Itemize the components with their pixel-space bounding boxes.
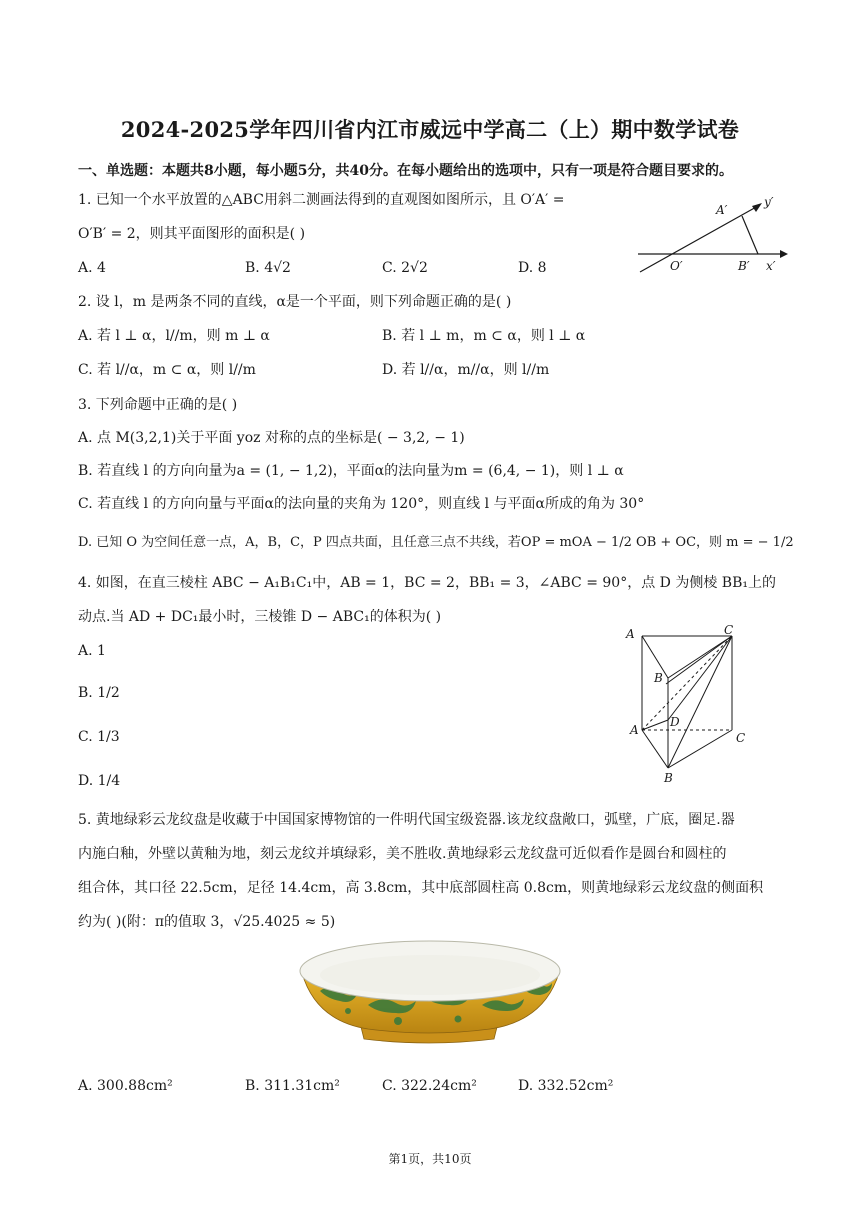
q2-option-a: A. 若 l ⊥ α，l//m，则 m ⊥ α bbox=[78, 328, 270, 344]
label-d: D bbox=[670, 715, 680, 729]
label-o-prime: O′ bbox=[670, 259, 683, 273]
q4-option-a: A. 1 bbox=[78, 643, 106, 659]
label-b1: B bbox=[654, 671, 663, 685]
label-b: B bbox=[664, 771, 673, 785]
q3-stem: 3. 下列命题中正确的是( ) bbox=[78, 397, 238, 413]
q5-option-c: C. 322.24cm² bbox=[382, 1078, 477, 1094]
label-a-prime: A′ bbox=[716, 203, 728, 217]
q4-option-b: B. 1/2 bbox=[78, 685, 120, 701]
label-c1: C bbox=[724, 623, 734, 637]
q2-stem: 2. 设 l，m 是两条不同的直线，α是一个平面，则下列命题正确的是( ) bbox=[78, 294, 512, 310]
dragon-bowl-image bbox=[298, 935, 563, 1050]
bowl-inner-well bbox=[320, 955, 540, 995]
q5-line1: 5. 黄地绿彩云龙纹盘是收藏于中国国家博物馆的一件明代国宝级瓷器.该龙纹盘敞口，弧壁，广底，圈足.器 bbox=[78, 812, 735, 828]
q1-option-d: D. 8 bbox=[518, 260, 547, 276]
exam-title: 2024-2025学年四川省内江市威远中学高二（上）期中数学试卷 bbox=[120, 117, 740, 142]
label-x-prime: x′ bbox=[766, 259, 776, 273]
q2-option-b: B. 若 l ⊥ m，m ⊂ α，则 l ⊥ α bbox=[382, 328, 586, 344]
q4-option-c: C. 1/3 bbox=[78, 729, 120, 745]
q5-line4: 约为( )(附：π的值取 3，√25.4025 ≈ 5) bbox=[78, 914, 336, 930]
q4-prism-figure bbox=[620, 620, 760, 785]
q2-option-c: C. 若 l//α，m ⊂ α，则 l//m bbox=[78, 362, 256, 378]
q1-line1: 1. 已知一个水平放置的△ABC用斜二测画法得到的直观图如图所示，且 O′A′ = bbox=[78, 192, 565, 208]
seg-d-c1 bbox=[668, 636, 732, 720]
q3-option-c: C. 若直线 l 的方向向量与平面α的法向量的夹角为 120°，则直线 l 与平面α所成的角为 30° bbox=[78, 496, 645, 512]
seg-b-c1 bbox=[668, 636, 732, 768]
q1-option-a: A. 4 bbox=[78, 260, 106, 276]
label-a1: A bbox=[626, 627, 635, 641]
q5-option-a: A. 300.88cm² bbox=[78, 1078, 173, 1094]
q5-option-d: D. 332.52cm² bbox=[518, 1078, 614, 1094]
edge-a-b bbox=[642, 730, 668, 768]
q2-option-d: D. 若 l//α，m//α，则 l//m bbox=[382, 362, 550, 378]
q1-option-c: C. 2√2 bbox=[382, 260, 428, 276]
label-b-prime: B′ bbox=[738, 259, 750, 273]
q3-option-b: B. 若直线 l 的方向向量为a = (1, − 1,2)，平面α的法向量为m = (6,4, − 1)，则 l ⊥ α bbox=[78, 463, 624, 479]
page-footer: 第1页，共10页 bbox=[388, 1152, 472, 1166]
label-a: A bbox=[630, 723, 639, 737]
x-axis-arrow bbox=[780, 250, 788, 258]
q5-line2: 内施白釉，外壁以黄釉为地，刻云龙纹并填绿彩，美不胜收.黄地绿彩云龙纹盘可近似看作是圆台和圆柱的 bbox=[78, 846, 727, 862]
seg-b1-c1-inner bbox=[666, 636, 732, 684]
q1-line2: O′B′ = 2，则其平面图形的面积是( ) bbox=[78, 226, 306, 242]
q3-option-a: A. 点 M(3,2,1)关于平面 yoz 对称的点的坐标是( − 3,2, − 1) bbox=[78, 430, 465, 446]
label-c: C bbox=[736, 731, 746, 745]
label-y-prime: y′ bbox=[764, 195, 774, 209]
q3-option-d: D. 已知 O 为空间任意一点，A，B，C，P 四点共面，且任意三点不共线，若OP = mOA − 1/2 OB + OC，则 m = − 1/2 bbox=[78, 535, 794, 550]
q4-option-d: D. 1/4 bbox=[78, 773, 121, 789]
q4-line2: 动点.当 AD + DC₁最小时，三棱锥 D − ABC₁的体积为( ) bbox=[78, 609, 442, 625]
section-heading: 一、单选题：本题共8小题，每小题5分，共40分。在每小题给出的选项中，只有一项是符合题目要求的。 bbox=[78, 163, 733, 179]
q1-oblique-figure bbox=[630, 190, 790, 280]
q1-option-b: B. 4√2 bbox=[245, 260, 291, 276]
seg-a-d bbox=[642, 720, 668, 730]
q5-option-b: B. 311.31cm² bbox=[245, 1078, 340, 1094]
q5-line3: 组合体，其口径 22.5cm，足径 14.4cm，高 3.8cm，其中底部圆柱高 0.8cm，则黄地绿彩云龙纹盘的侧面积 bbox=[78, 880, 764, 896]
segment-ab bbox=[742, 216, 758, 254]
edge-b1-c1 bbox=[668, 636, 732, 678]
y-axis-arrow bbox=[752, 203, 762, 212]
q4-line1: 4. 如图，在直三棱柱 ABC − A₁B₁C₁中，AB = 1，BC = 2，BB₁ = 3，∠ABC = 90°，点 D 为侧棱 BB₁上的 bbox=[78, 575, 776, 591]
